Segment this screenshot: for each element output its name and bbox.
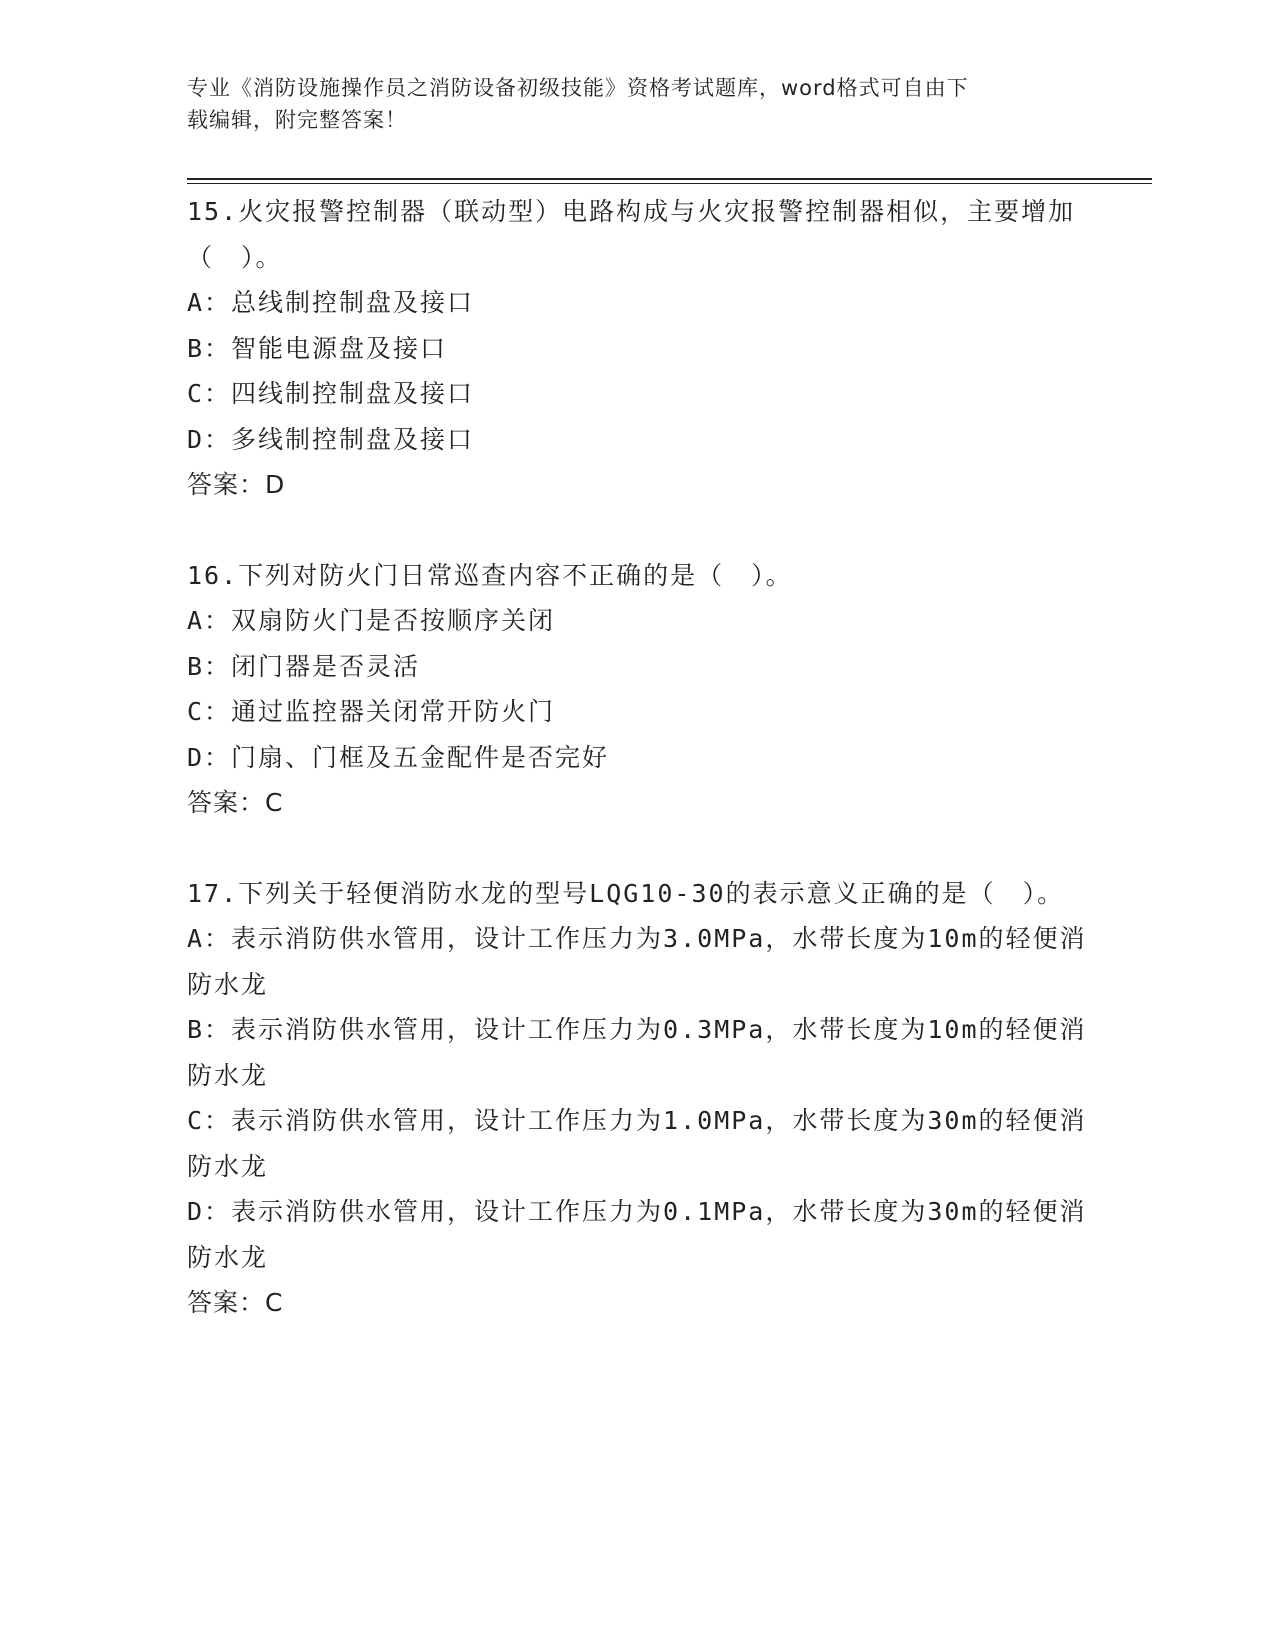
header-line-2: 载编辑，附完整答案！ <box>187 108 407 132</box>
option-d: D：表示消防供水管用，设计工作压力为0.1MPa，水带长度为30m的轻便消防水龙 <box>187 1197 1087 1272</box>
question-number: 15. <box>187 197 239 226</box>
question-text <box>187 189 1087 280</box>
question-stem: 下列对防火门日常巡查内容不正确的是（ ）。 <box>238 560 793 590</box>
option-a: A：总线制控制盘及接口 <box>187 288 475 317</box>
option-a: A：双扇防火门是否按顺序关闭 <box>187 606 556 635</box>
question-text <box>187 553 1087 599</box>
question-17 <box>187 871 1087 1326</box>
option-d: D：多线制控制盘及接口 <box>187 424 475 454</box>
option-b: B：表示消防供水管用，设计工作压力为0.3MPa，水带长度为10m的轻便消防水龙 <box>187 1015 1087 1090</box>
option-a: A：表示消防供水管用，设计工作压力为3.0MPa，水带长度为10m的轻便消防水龙 <box>187 924 1087 999</box>
option-d: D：门扇、门框及五金配件是否完好 <box>187 742 610 772</box>
option-c: C：表示消防供水管用，设计工作压力为1.0MPa，水带长度为30m的轻便消防水龙 <box>187 1106 1087 1181</box>
document-header <box>187 72 1087 136</box>
question-list <box>187 189 1087 1371</box>
option-b: B：闭门器是否灵活 <box>187 651 421 681</box>
question-stem: 火灾报警控制器（联动型）电路构成与火灾报警控制器相似，主要增加（ ）。 <box>187 197 1076 272</box>
question-15 <box>187 189 1087 508</box>
option-c: C：四线制控制盘及接口 <box>187 379 475 408</box>
option-b: B：智能电源盘及接口 <box>187 333 448 363</box>
question-number: 17. <box>187 878 239 908</box>
answer: 答案：C <box>187 788 284 817</box>
header-divider-thick <box>187 178 1152 180</box>
question-stem: 下列关于轻便消防水龙的型号LQG10-30的表示意义正确的是（ ）。 <box>238 878 1065 908</box>
question-16 <box>187 553 1087 826</box>
header-divider-thin <box>187 183 1152 184</box>
answer: 答案：D <box>187 470 286 499</box>
question-text <box>187 871 1087 917</box>
option-c: C：通过监控器关闭常开防火门 <box>187 697 556 726</box>
header-line-1: 专业《消防设施操作员之消防设备初级技能》资格考试题库，word格式可自由下 <box>187 76 969 100</box>
question-number: 16. <box>187 560 239 590</box>
answer: 答案：C <box>187 1288 284 1317</box>
